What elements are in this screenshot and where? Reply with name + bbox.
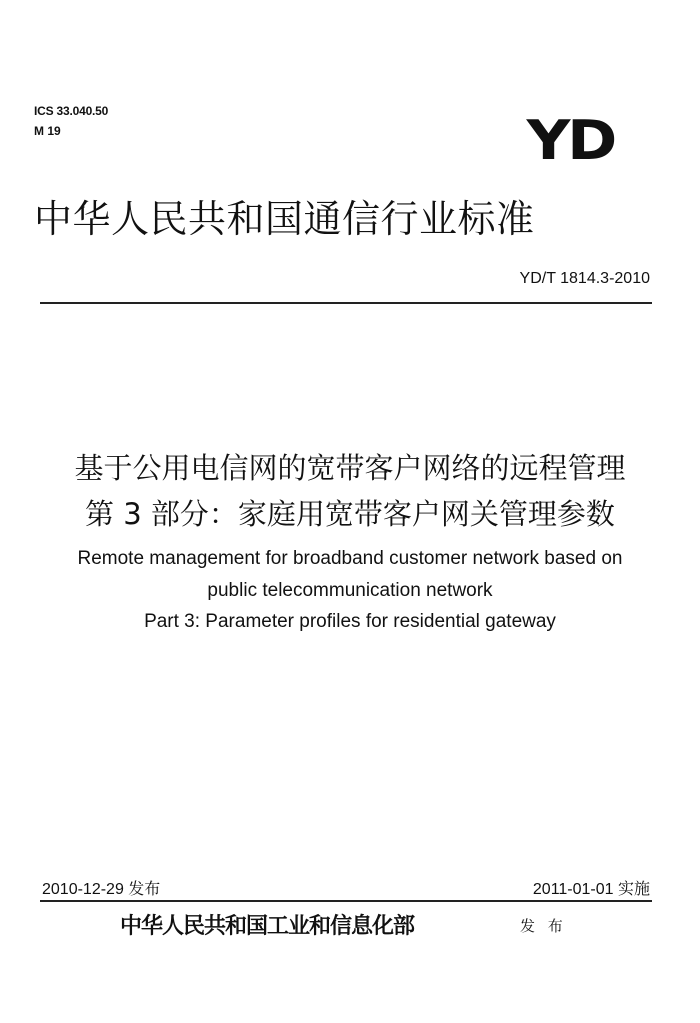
- chinese-title-line-2: 第 3 部分：家庭用宽带客户网关管理参数: [85, 497, 615, 531]
- yd-logo: YD: [526, 109, 614, 172]
- classification-code: M 19: [34, 124, 61, 138]
- english-title-line-1: Remote management for broadband customer network based on: [77, 548, 623, 569]
- implementation-date: 2011-01-01 实施: [532, 881, 650, 898]
- english-title-line-3: Part 3: Parameter profiles for residential gateway: [144, 611, 556, 632]
- english-title-line-2: public telecommunication network: [207, 580, 493, 601]
- standard-number: YD/T 1814.3-2010: [519, 270, 650, 287]
- top-divider: [40, 302, 652, 304]
- standard-title: 中华人民共和国通信行业标准: [34, 197, 535, 241]
- chinese-title-line-1: 基于公用电信网的宽带客户网络的远程管理: [74, 451, 626, 485]
- ics-code: ICS 33.040.50: [34, 104, 109, 118]
- issue-date: 2010-12-29 发布: [42, 881, 161, 898]
- issuing-ministry: 中华人民共和国工业和信息化部: [120, 913, 415, 939]
- bottom-divider: [40, 900, 652, 902]
- publish-label: 发 布: [520, 917, 567, 935]
